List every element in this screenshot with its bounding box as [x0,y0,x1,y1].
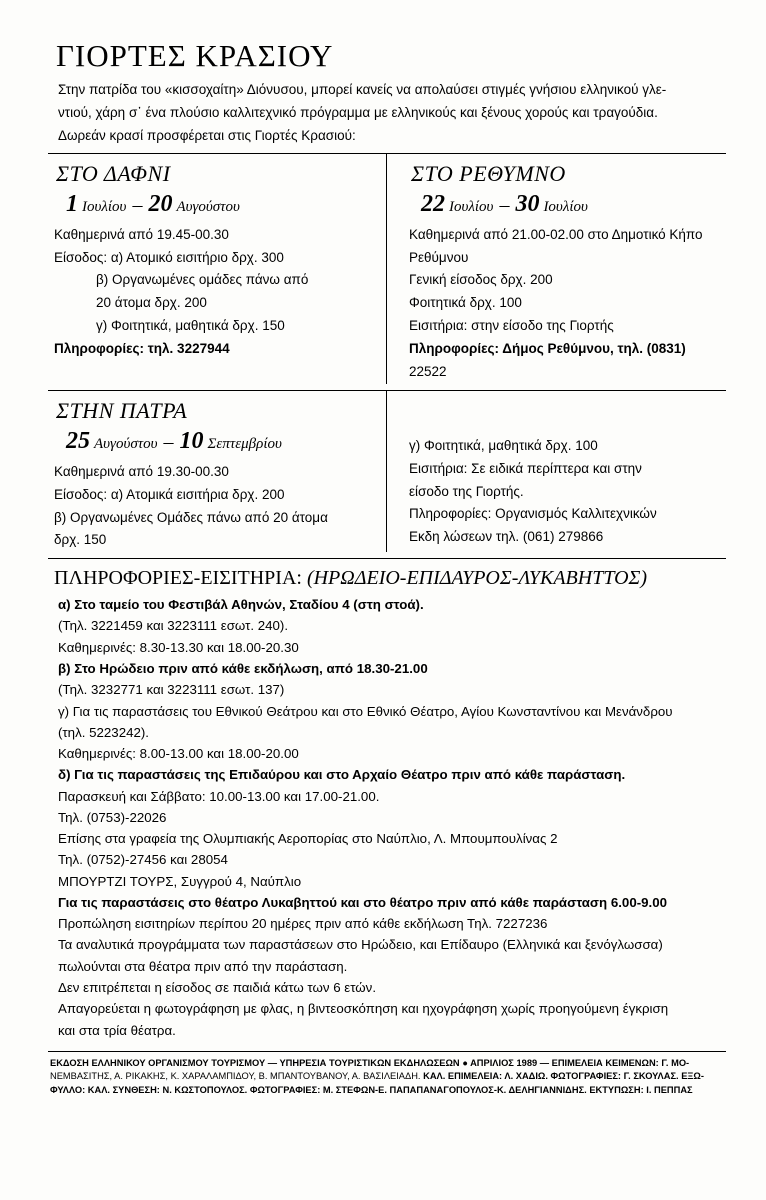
dafni-line-5: γ) Φοιτητικά, μαθητικά δρχ. 150 [96,318,285,334]
patra-right-line-4: Πληροφορίες: Οργανισμός Καλλιτεχνικών [409,506,657,522]
dafni-title: ΣΤΟ ΔΑΦΝΙ [56,160,171,186]
patra-right-line-1: γ) Φοιτητικά, μαθητικά δρχ. 100 [409,437,598,453]
patra-right-line-3: είσοδο της Γιορτής. [409,483,524,499]
dafni-date-to-word: Αυγούστου [176,198,240,215]
rethymno-date-from-num: 22 [421,190,445,217]
patra-left-column [48,391,387,552]
rethymno-daterange [421,191,726,218]
patra-details-right [409,435,726,548]
patra-date-from-word: Αυγούστου [94,435,158,452]
footer-line-3-text: ΦΥΛΛΟ: ΚΑΛ. ΣΥΝΘΕΣΗ: Ν. ΚΩΣΤΟΠΟΥΛΟΣ. ΦΩΤΟΓΡΑΦΙΕΣ: Μ. ΣΤΕΦΩΝ-Ε. ΠΑΠΑΠΑΝΑΓΟΠΟΥΛΟΣ-Κ. ΔΕΛΗΓΙΑΝΝΙΔΗΣ. ΕΚΤΥΠΩΣΗ: Ι. ΠΕΠΠΑΣ [50,1084,693,1095]
patra-title: ΣΤΗΝ ΠΑΤΡΑ [56,397,188,423]
rethymno-line-3: Γενική είσοδος δρχ. 200 [409,272,553,288]
dafni-line-3: β) Οργανωμένες ομάδες πάνω από [96,272,309,288]
dafni-line-6: Πληροφορίες: τηλ. 3227944 [54,341,230,357]
rethymno-line-6: Πληροφορίες: Δήμος Ρεθύμνου, τηλ. (0831) [409,341,686,357]
rethymno-line-7: 22522 [409,363,447,379]
dafni-daterange [66,191,372,218]
info-line-8: Καθημερινές: 8.00-13.00 και 18.00-20.00 [58,746,299,762]
section-rethymno [387,154,726,384]
patra-left-line-1: Καθημερινά από 19.30-00.30 [54,463,229,479]
dafni-details [54,224,372,360]
info-line-9: δ) Για τις παραστάσεις της Επιδαύρου και στο Αρχαίο Θέατρο πριν από κάθε παράσταση. [58,767,626,783]
patra-dash: – [163,430,174,453]
rethymno-date-from-word: Ιουλίου [449,198,494,215]
info-line-13: Τηλ. (0752)-27456 και 28054 [58,852,228,868]
info-line-19: Δεν επιτρέπεται η είσοδος σε παιδιά κάτω των 6 ετών. [58,980,377,995]
patra-left-line-3: β) Οργανωμένες Ομάδες πάνω από 20 άτομα [54,509,328,525]
info-line-2: (Τηλ. 3221459 και 3223111 εσωτ. 240). [58,618,289,634]
footer-line-1 [50,1057,724,1070]
dafni-line-2: Είσοδος: α) Ατομικό εισιτήριο δρχ. 300 [54,249,284,265]
patra-daterange [66,428,374,455]
rethymno-line-4: Φοιτητικά δρχ. 100 [409,295,522,311]
section-dafni [48,154,387,384]
info-line-20: Απαγορεύεται η φωτογράφηση με φλας, η βιντεοσκόπηση και ηχογράφηση χωρίς προηγούμενη έγκριση [58,1001,669,1017]
patra-date-from-num: 25 [66,427,90,454]
intro-line-2: ντιού, χάρη σ᾿ ένα πλούσιο καλλιτεχνικό πρόγραμμα με ελληνικούς και ξένους χορούς και τραγούδια. [58,104,658,120]
patra-right-column [387,391,726,552]
divider-footer [48,1051,726,1052]
patra-left-line-4: δρχ. 150 [54,532,107,548]
page-title: ΓΙΟΡΤΕΣ ΚΡΑΣΙΟΥ [56,38,334,73]
footer-line-3 [50,1084,724,1097]
dafni-dash: – [132,193,143,216]
info-line-1: α) Στο ταμείο του Φεστιβάλ Αθηνών, Σταδίου 4 (στη στοά). [58,597,424,613]
rethymno-line-1: Καθημερινά από 21.00-02.00 στο Δημοτικό Κήπο [409,226,703,242]
dafni-line-1: Καθημερινά από 19.45-00.30 [54,226,229,242]
info-line-14: ΜΠΟΥΡΤΖΙ ΤΟΥΡΣ, Συγγρού 4, Ναύπλιο [58,873,302,889]
info-line-4: β) Στο Ηρώδειο πριν από κάθε εκδήλωση, από 18.30-21.00 [58,661,428,677]
info-heading-italic: (ΗΡΩΔΕΙΟ-ΕΠΙΔΑΥΡΟΣ-ΛΥΚΑΒΗΤΤΟΣ) [306,567,648,590]
rethymno-date-to-word: Ιουλίου [543,198,588,215]
intro-line-1: Στην πατρίδα του «κισσοχαίτη» Διόνυσου, μπορεί κανείς να απολαύσει στιγμές γνήσιου ελληνικού γλε- [58,82,667,97]
info-heading-plain: ΠΛΗΡΟΦΟΡΙΕΣ-ΕΙΣΙΤΗΡΙΑ: [54,567,302,590]
info-heading [54,567,726,590]
rethymno-details [409,224,726,383]
info-line-15: Για τις παραστάσεις στο θέατρο Λυκαβηττού και στο θέατρο πριν από κάθε παράσταση 6.00-9.00 [58,894,668,910]
dafni-line-4: 20 άτομα δρχ. 200 [96,295,207,311]
footer-line-2-text-a: ΝΕΜΒΑΣΙΤΗΣ, Α. ΡΙΚΑΚΗΣ, Κ. ΧΑΡΑΛΑΜΠΙΔΟΥ, Β. ΜΠΑΝΤΟΥΒΑΝΟΥ, Α. ΒΑΣΙΛΕΙΑΔΗ. [50,1071,424,1082]
festivals-row-1 [48,154,726,384]
info-line-7: (τηλ. 5223242). [58,724,150,740]
info-line-17: Τα αναλυτικά προγράμματα των παραστάσεων στο Ηρώδειο, και Επίδαυρο (Ελληνικά και ξενόγλωσσα) [58,937,663,953]
info-line-10: Παρασκευή και Σάββατο: 10.00-13.00 και 17.00-21.00. [58,788,380,804]
dafni-date-from-word: Ιουλίου [82,198,127,215]
dafni-date-from-num: 1 [66,190,78,217]
patra-left-line-2: Είσοδος: α) Ατομικά εισιτήρια δρχ. 200 [54,486,285,502]
info-lines [58,594,726,1041]
dafni-date-to-num: 20 [148,190,173,217]
footer-line-2 [50,1070,724,1083]
info-line-12: Επίσης στα γραφεία της Ολυμπιακής Αεροπορίας στο Ναύπλιο, Λ. Μπουμπουλίνας 2 [58,831,558,847]
info-line-3: Καθημερινές: 8.30-13.30 και 18.00-20.30 [58,639,299,655]
info-line-11: Τηλ. (0753)-22026 [58,809,167,825]
intro-line-3: Δωρεάν κρασί προσφέρεται στις Γιορτές Κρασιού: [58,127,356,143]
intro-paragraph [58,80,724,147]
info-line-18: πωλούνται στα θέατρα πριν από την παράσταση. [58,958,348,974]
footer-credits [50,1057,724,1097]
footer-line-1-text: ΕΚΔΟΣΗ ΕΛΛΗΝΙΚΟΥ ΟΡΓΑΝΙΣΜΟΥ ΤΟΥΡΙΣΜΟΥ — ΥΠΗΡΕΣΙΑ ΤΟΥΡΙΣΤΙΚΩΝ ΕΚΔΗΛΩΣΕΩΝ ● ΑΠΡΙΛΙΟΣ 1989 — ΕΠΙΜΕΛΕΙΑ ΚΕΙΜΕΝΩΝ: Γ. ΜΟ- [50,1057,690,1068]
info-line-21: και στα τρία θέατρα. [58,1022,176,1038]
footer-line-2-text-b: ΚΑΛ. ΕΠΙΜΕΛΕΙΑ: Λ. ΧΑΔΙΩ. ΦΩΤΟΓΡΑΦΙΕΣ: Γ. ΣΚΟΥΛΑΣ. ΕΞΩ- [423,1071,704,1082]
info-line-5: (Τηλ. 3232771 και 3223111 εσωτ. 137) [58,682,285,698]
divider-info [48,558,726,559]
info-line-6: γ) Για τις παραστάσεις του Εθνικού Θεάτρου και στο Εθνικό Θέατρο, Αγίου Κωνσταντίνου και Μενάνδρου [58,703,673,719]
patra-right-line-2: Εισιτήρια: Σε ειδικά περίπτερα και στην [409,460,642,476]
patra-date-to-word: Σεπτεμβρίου [207,435,282,452]
rethymno-dash: – [499,193,510,216]
patra-date-to-num: 10 [179,427,204,454]
rethymno-date-to-num: 30 [515,190,540,217]
rethymno-line-2: Ρεθύμνου [409,249,469,265]
info-line-16: Προπώληση εισιτηρίων περίπου 20 ημέρες πριν από κάθε εκδήλωση Τηλ. 7227236 [58,916,548,932]
patra-right-line-5: Εκδη λώσεων τηλ. (061) 279866 [409,529,604,545]
patra-details-left [54,461,374,551]
section-patra [48,391,726,552]
section-info [48,567,726,1041]
rethymno-line-5: Εισιτήρια: στην είσοδο της Γιορτής [409,318,614,334]
rethymno-title: ΣΤΟ ΡΕΘΥΜΝΟ [411,160,566,186]
